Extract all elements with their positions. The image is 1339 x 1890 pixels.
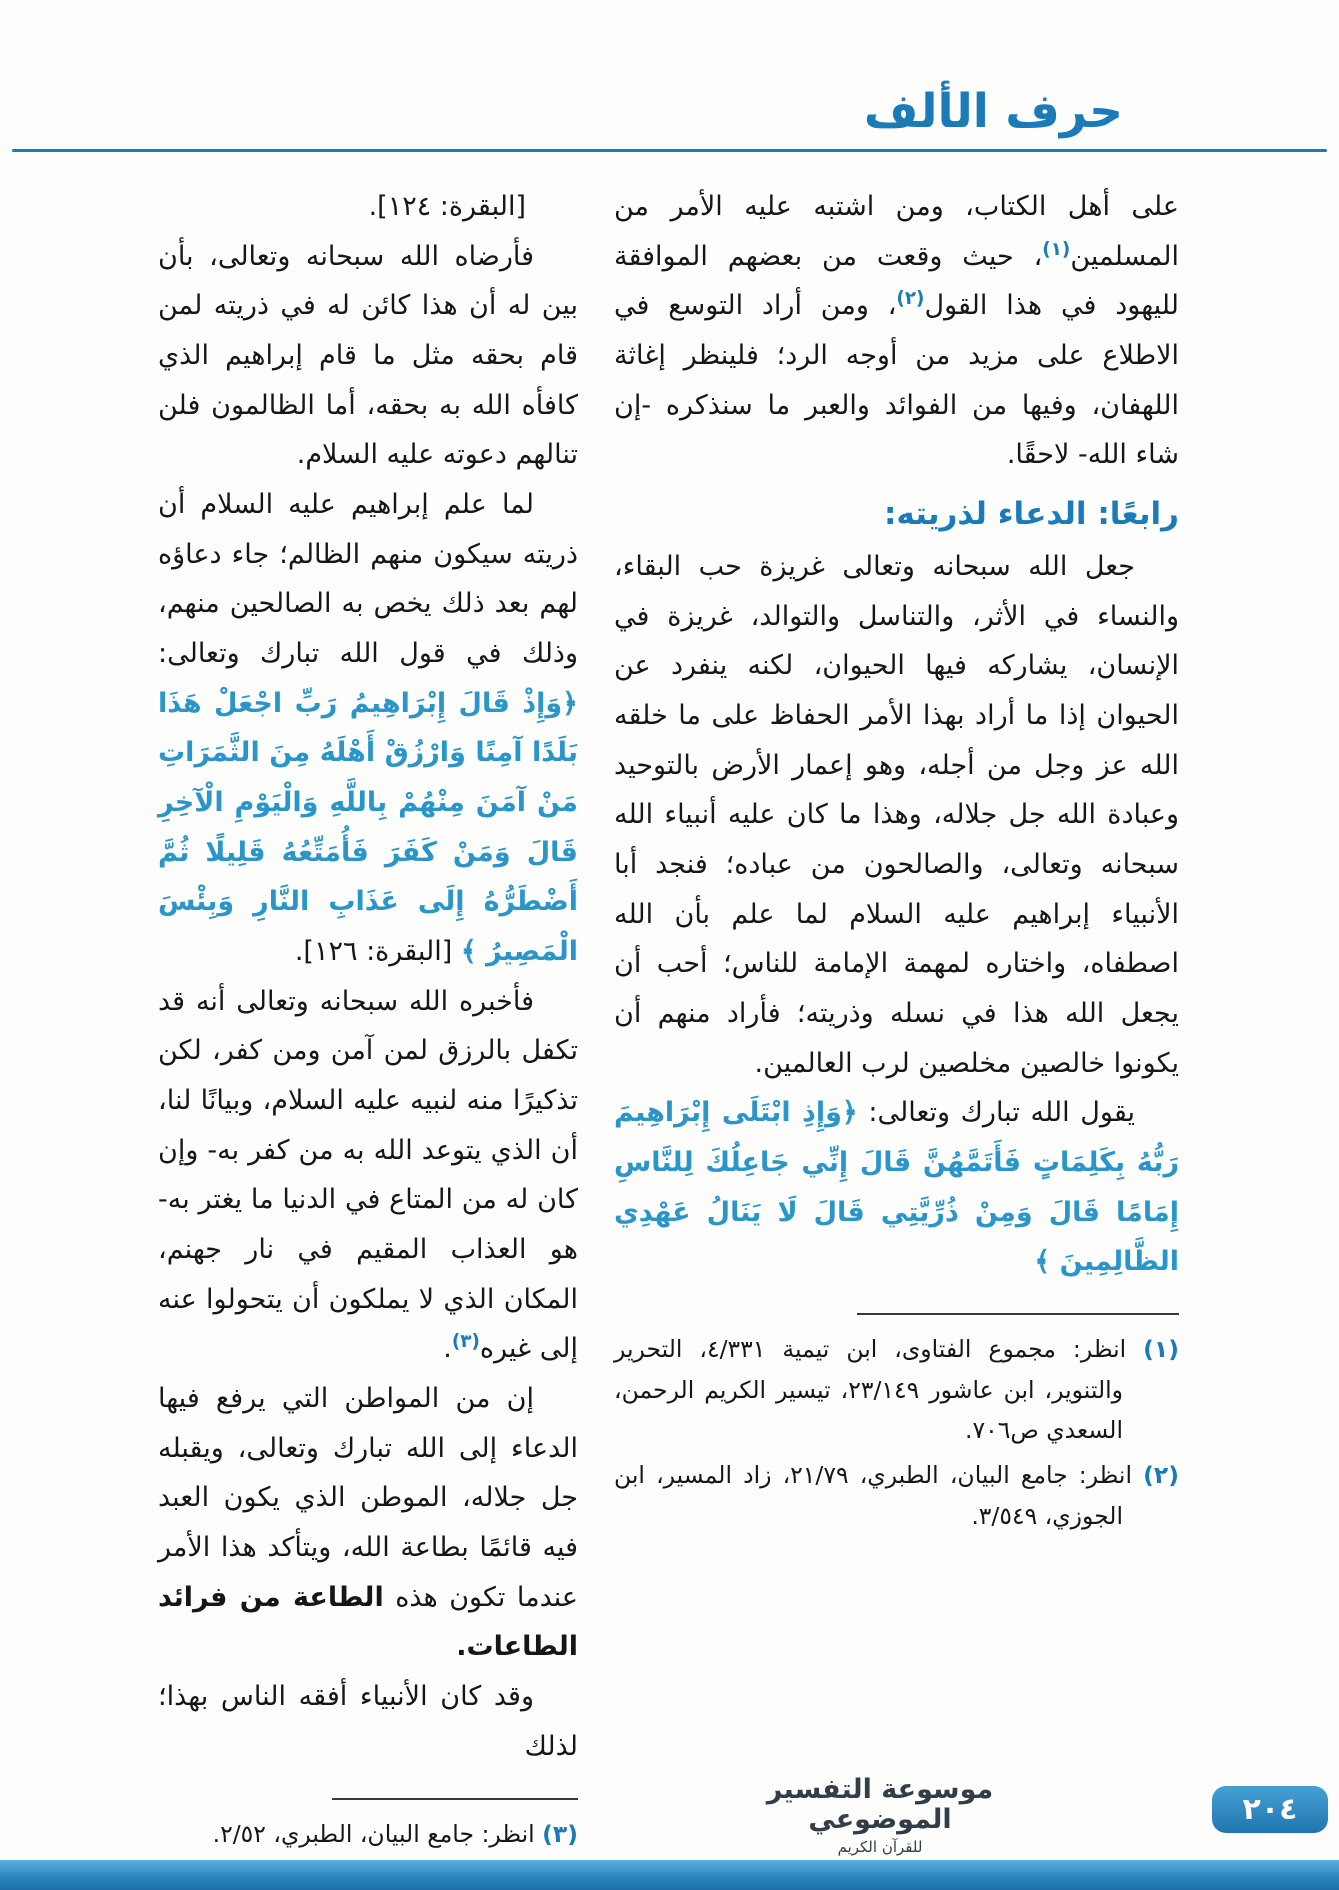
paragraph xyxy=(614,542,1179,1088)
publisher-logo xyxy=(765,1775,995,1856)
body-text: ، حيث وقعت من بعضهم الموافقة لليهود في هذا القول xyxy=(614,240,1179,322)
body-text: يقول الله تبارك وتعالى: xyxy=(857,1097,1136,1129)
body-text: فأرضاه الله سبحانه وتعالى، بأن بين له أن هذا كائن له في ذريته لمن قام بحقه مثل ما قام إبراهيم الذي كافأه الله به بحقه، أما الظالمون فلن تنالهم دعوته عليه السلام. xyxy=(158,240,578,471)
footnotes-right xyxy=(614,1313,1179,1536)
footnote-separator xyxy=(857,1313,1179,1315)
body-text: وقد كان الأنبياء أفقه الناس بهذا؛ لذلك xyxy=(158,1681,578,1762)
footnote-text: انظر: جامع البيان، الطبري، ٢١/٧٩، زاد المسير، ابن الجوزي، ٣/٥٤٩. xyxy=(614,1461,1144,1530)
footnote-marker-3: (٣) xyxy=(451,1331,480,1353)
paragraph-continues-next-page xyxy=(158,1672,578,1771)
body-text: إن من المواطن التي يرفع فيها الدعاء إلى الله تبارك وتعالى، ويقبله جل جلاله، الموطن الذي يكون العبد فيه قائمًا بطاعة الله، ويتأكد هذا الأمر عندما تكون هذه xyxy=(158,1383,579,1613)
body-text: على أهل الكتاب، ومن اشتبه عليه الأمر من المسلمين xyxy=(614,191,1179,272)
quran-verse-baqarah-126: ﴿وَإِذْ قَالَ إِبْرَاهِيمُ رَبِّ اجْعَلْ هَذَا بَلَدًا آمِنًا وَارْزُقْ أَهْلَهُ مِنَ الثَّمَرَاتِ مَنْ آمَنَ مِنْهُمْ بِاللَّهِ وَالْيَوْمِ الْآخِرِ قَالَ وَمَنْ كَفَرَ فَأُمَتِّعُهُ قَلِيلًا ثُمَّ أَضْطَرُّهُ إِلَى عَذَابِ النَّارِ وَبِئْسَ الْمَصِيرُ ﴾ xyxy=(158,687,578,968)
footnote-separator xyxy=(332,1798,578,1800)
paragraph xyxy=(158,1374,578,1672)
footnote-marker-1: (١) xyxy=(1042,238,1071,260)
footnotes-left xyxy=(158,1798,578,1854)
footnote-text: انظر: مجموع الفتاوى، ابن تيمية ٤/٣٣١، التحرير والتنوير، ابن عاشور ٢٣/١٤٩، تيسير الكريم الرحمن، السعدي ص٧٠٦. xyxy=(614,1335,1144,1444)
chapter-title: حرف الألف xyxy=(863,84,1123,139)
body-text: فأخبره الله سبحانه وتعالى أنه قد تكفل بالرزق لمن آمن ومن كفر، لكن تذكيرًا منه لنبيه عليه السلام، وبيانًا لنا، أن الذي يتوعد الله به من كفر به- وإن كان له من المتاع في الدنيا ما يغتر به- هو العذاب المقيم في نار جهنم، المكان الذي لا يملكون أن يتحولوا عنه إلى غيره xyxy=(158,985,578,1365)
paragraph xyxy=(158,232,578,480)
body-text: . xyxy=(443,1333,452,1365)
column-left xyxy=(158,182,578,1859)
header-rule xyxy=(12,149,1327,152)
text-columns xyxy=(158,182,1179,1859)
verse-reference: [البقرة: ١٢٤]. xyxy=(368,191,526,222)
footnote-3 xyxy=(158,1814,578,1854)
verse-reference-line xyxy=(158,182,578,232)
footnote-marker-2: (٢) xyxy=(896,288,925,310)
paragraph xyxy=(158,977,578,1374)
verse-reference: [البقرة: ١٢٦]. xyxy=(294,936,461,968)
column-right xyxy=(614,182,1179,1541)
page-number: ٢٠٤ xyxy=(1242,1792,1298,1827)
publisher-logo-title: موسوعة التفسير الموضوعي xyxy=(766,1773,994,1835)
footnote-1 xyxy=(614,1329,1179,1450)
body-text: لما علم إبراهيم عليه السلام أن ذريته سيكون منهم الظالم؛ جاء دعاؤه لهم بعد ذلك يخص به الصالحين منهم، وذلك في قول الله تبارك وتعالى: xyxy=(158,489,578,670)
page-number-badge xyxy=(1212,1786,1328,1833)
footnote-2 xyxy=(614,1455,1179,1536)
body-text: ، ومن أراد التوسع في الاطلاع على مزيد من أوجه الرد؛ فلينظر إغاثة اللهفان، وفيها من الفوائد والعبر ما سنذكره -إن شاء الله- لاحقًا. xyxy=(614,290,1179,471)
footnote-number: (٣) xyxy=(542,1819,578,1848)
footer-decorative-strip xyxy=(0,1860,1339,1890)
emphasized-text: الطاعة من فرائد الطاعات. xyxy=(158,1581,578,1663)
publisher-logo-subtitle: للقرآن الكريم xyxy=(837,1838,923,1856)
paragraph-continuation xyxy=(614,182,1179,480)
footnote-number: (٢) xyxy=(1143,1461,1179,1490)
section-heading-dua-lidhurriyatih: رابعًا: الدعاء لذريته: xyxy=(884,496,1179,533)
footnote-number: (١) xyxy=(1143,1335,1180,1364)
body-text: جعل الله سبحانه وتعالى غريزة حب البقاء، والنساء في الأثر، والتناسل والتوالد، غريزة في الإنسان، يشاركه فيها الحيوان، لكنه ينفرد عن الحيوان إذا ما أراد بهذا الأمر الحفاظ على ما خلقه الله عز وجل من أجله، وهو إعمار الأرض بالتوحيد وعبادة الله جل جلاله، وهذا ما كان عليه أنبياء الله سبحانه وتعالى، والصالحون من عباده؛ فنجد أبا الأنبياء إبراهيم عليه السلام لما علم بأن الله اصطفاه، واختاره لمهمة الإمامة للناس؛ أحب أن يجعل الله هذا في نسله وذريته؛ فأراد منهم أن يكونوا خالصين مخلصين لرب العالمين. xyxy=(614,551,1179,1079)
paragraph-with-quran xyxy=(158,480,578,977)
page-header xyxy=(864,84,1123,139)
paragraph-with-quran xyxy=(614,1088,1179,1287)
footnote-text: انظر: جامع البيان، الطبري، ٢/٥٢. xyxy=(212,1819,543,1848)
quran-verse-baqarah-124: ﴿وَإِذِ ابْتَلَى إِبْرَاهِيمَ رَبُّهُ بِكَلِمَاتٍ فَأَتَمَّهُنَّ قَالَ إِنِّي جَاعِلُكَ لِلنَّاسِ إِمَامًا قَالَ وَمِنْ ذُرِّيَّتِي قَالَ لَا يَنَالُ عَهْدِي الظَّالِمِينَ ﴾ xyxy=(614,1097,1179,1278)
